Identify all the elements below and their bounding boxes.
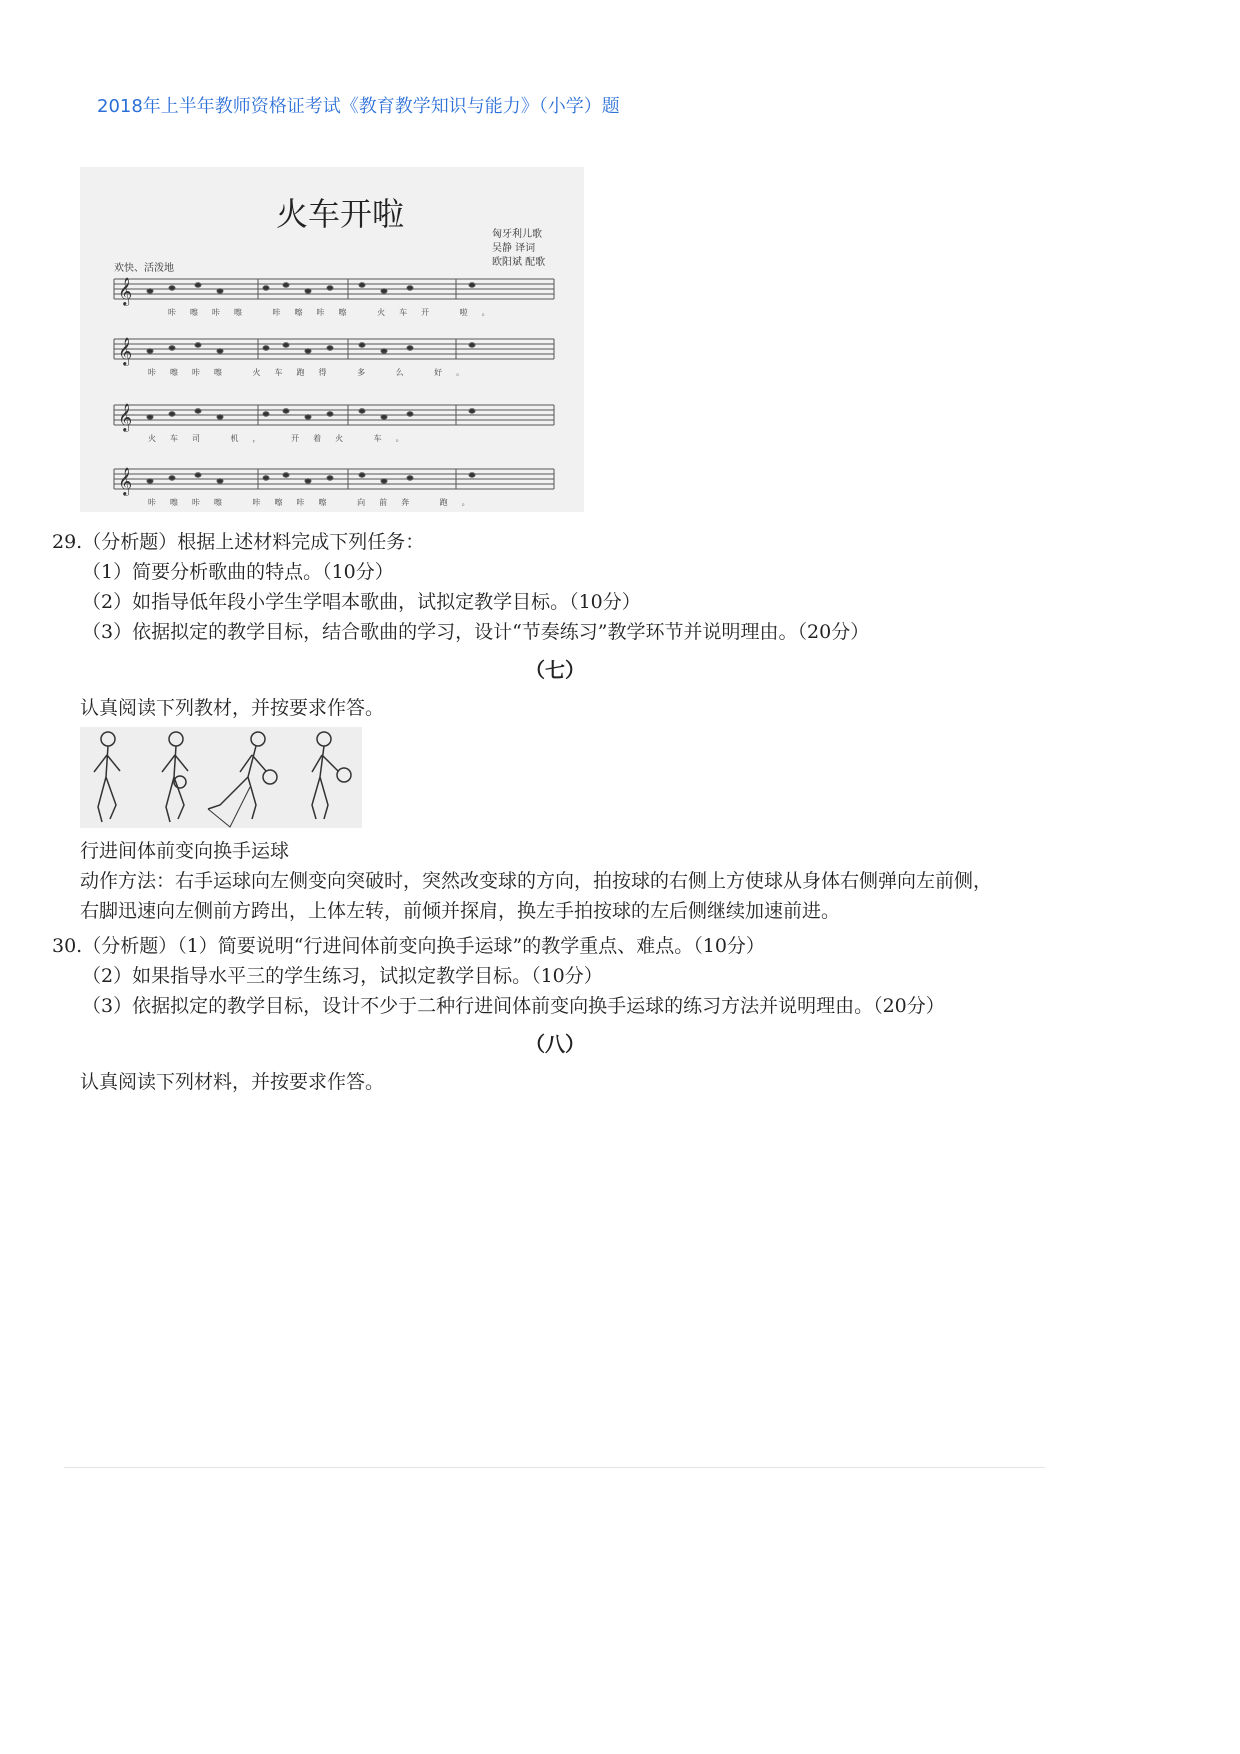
music-note: [283, 343, 289, 347]
music-note: [217, 349, 223, 353]
song-credit: 吴静 译词: [492, 243, 536, 254]
music-note: [283, 409, 289, 413]
music-note: [263, 476, 269, 480]
music-note: [469, 283, 475, 287]
music-note: [469, 409, 475, 413]
music-note: [195, 283, 201, 287]
music-note: [327, 412, 333, 416]
music-note: [359, 473, 365, 477]
music-note: [305, 349, 311, 353]
music-note: [195, 409, 201, 413]
music-note: [195, 343, 201, 347]
treble-clef-icon: 𝄞: [118, 277, 133, 305]
music-note: [217, 289, 223, 293]
music-note: [217, 479, 223, 483]
section-8-intro: 认真阅读下列材料，并按要求作答。: [80, 1071, 385, 1093]
music-note: [283, 283, 289, 287]
question-29-stem: 29.（分析题）根据上述材料完成下列任务：: [52, 531, 425, 553]
question-29-item: （3）依据拟定的教学目标，结合歌曲的学习，设计“节奏练习”教学环节并说明理由。（20分）: [82, 621, 870, 643]
music-note: [305, 415, 311, 419]
music-note: [147, 479, 153, 483]
basketball-dribble-illustration: [80, 727, 362, 828]
document-header: 2018年上半年教师资格证考试《教育教学知识与能力》（小学）题: [97, 96, 620, 117]
music-note: [263, 412, 269, 416]
sheet-music-image: [80, 167, 584, 512]
section-heading-7: （七）: [525, 658, 585, 682]
section-heading-8: （八）: [525, 1032, 585, 1056]
lyric-line: 火车司 机， 开着火 车。: [148, 434, 418, 443]
music-note: [469, 343, 475, 347]
action-method-line: 动作方法：右手运球向左侧变向突破时，突然改变球的方向，拍按球的右侧上方使球从身体右侧弹向左前侧，: [80, 870, 993, 892]
music-note: [195, 473, 201, 477]
music-note: [359, 343, 365, 347]
music-note: [327, 476, 333, 480]
music-note: [169, 346, 175, 350]
music-note: [407, 286, 413, 290]
music-note: [169, 412, 175, 416]
dribbler-figures: [80, 727, 362, 828]
music-note: [407, 346, 413, 350]
music-note: [147, 349, 153, 353]
music-note: [327, 346, 333, 350]
tempo-mark: 欢快、活泼地: [114, 263, 174, 274]
music-note: [327, 286, 333, 290]
question-29-item: （2）如指导低年段小学生学唱本歌曲，试拟定教学目标。（10分）: [82, 591, 641, 613]
music-note: [381, 289, 387, 293]
lyric-line: 咔嚓咔嚓 咔嚓咔嚓 向前奔 跑。: [148, 498, 484, 507]
question-30-stem: 30.（分析题）（1）简要说明“行进间体前变向换手运球”的教学重点、难点。（10分）: [52, 935, 765, 957]
music-note: [407, 412, 413, 416]
treble-clef-icon: 𝄞: [118, 467, 133, 495]
music-note: [169, 286, 175, 290]
treble-clef-icon: 𝄞: [118, 403, 133, 431]
music-note: [359, 283, 365, 287]
music-note: [263, 346, 269, 350]
lyric-line: 咔嚓咔嚓 咔嚓咔嚓 火车开 啦。: [168, 308, 504, 317]
music-note: [305, 479, 311, 483]
music-note: [147, 289, 153, 293]
music-note: [169, 476, 175, 480]
treble-clef-icon: 𝄞: [118, 337, 133, 365]
music-note: [147, 415, 153, 419]
song-credit: 匈牙利儿歌: [492, 229, 542, 240]
music-note: [381, 479, 387, 483]
music-note: [381, 415, 387, 419]
music-note: [407, 476, 413, 480]
question-29-item: （1）简要分析歌曲的特点。（10分）: [82, 561, 394, 583]
lyric-line: 咔嚓咔嚓 火车跑得 多 么 好。: [148, 368, 479, 377]
song-title: 火车开啦: [275, 195, 404, 233]
music-note: [381, 349, 387, 353]
question-30-item: （2）如果指导水平三的学生练习，试拟定教学目标。（10分）: [82, 965, 603, 987]
music-note: [469, 473, 475, 477]
section-7-intro: 认真阅读下列教材，并按要求作答。: [80, 697, 385, 719]
music-note: [305, 289, 311, 293]
music-note: [283, 473, 289, 477]
question-30-item: （3）依据拟定的教学目标，设计不少于二种行进间体前变向换手运球的练习方法并说明理由。（20分）: [82, 995, 945, 1017]
song-credit: 欧阳斌 配歌: [492, 257, 546, 268]
music-note: [263, 286, 269, 290]
music-note: [359, 409, 365, 413]
footer-divider: [64, 1467, 1045, 1468]
action-method-line: 右脚迅速向左侧前方跨出，上体左转，前倾并探肩，换左手拍按球的左后侧继续加速前进。: [80, 900, 841, 922]
material-caption: 行进间体前变向换手运球: [80, 840, 290, 862]
music-note: [217, 415, 223, 419]
